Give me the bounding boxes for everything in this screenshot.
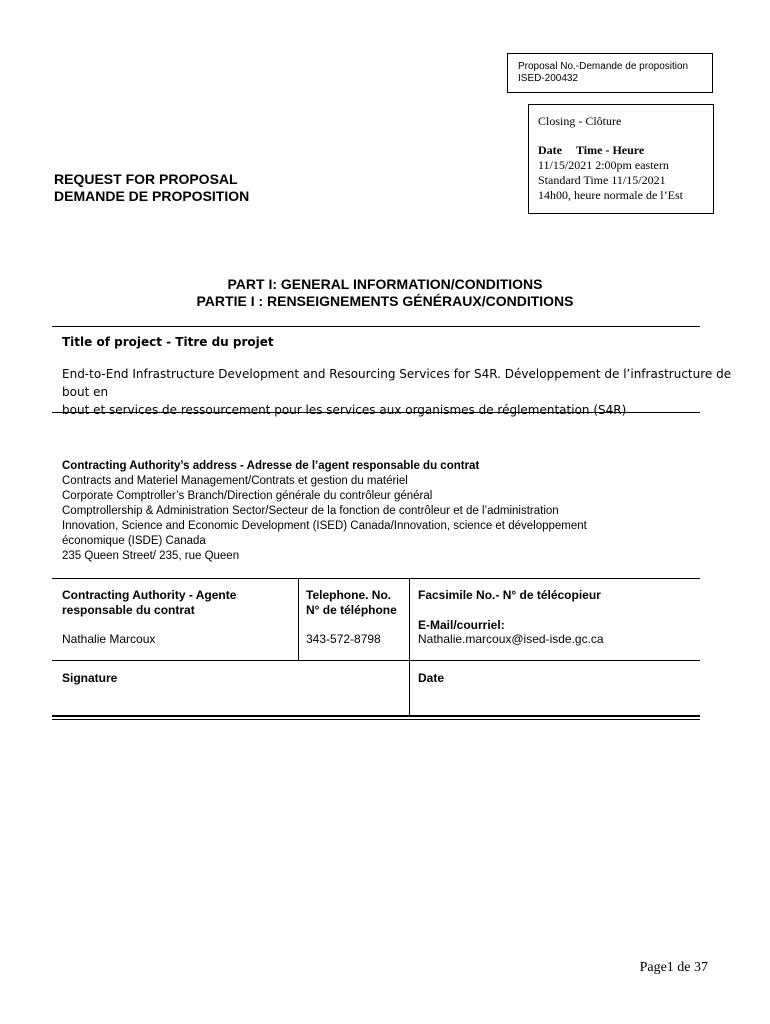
closing-time-header: Time - Heure <box>576 143 645 157</box>
closing-line-3: 14h00, heure normale de l’Est <box>538 188 683 202</box>
contracting-authority-label-line: Contracting Authority - Agente <box>62 588 237 602</box>
date-label: Date <box>418 671 445 685</box>
contracting-authority-name: Nathalie Marcoux <box>62 632 156 646</box>
proposal-number-value: ISED-200432 <box>518 73 579 84</box>
proposal-number-label: Proposal No.-Demande de proposition <box>518 61 689 72</box>
table-row-divider <box>52 660 700 661</box>
facsimile-label: Facsimile No.- N° de télécopieur <box>418 588 601 602</box>
address-line: Comptrollership & Administration Sector/Secteur de la fonction de contrôleur et de l’administration <box>62 505 559 517</box>
part-heading <box>0 276 770 310</box>
address-line: 235 Queen Street/ 235, rue Queen <box>62 550 240 562</box>
table-bottom-border <box>52 715 700 717</box>
contracting-authority-label-line: responsable du contrat <box>62 603 195 617</box>
divider <box>52 412 700 413</box>
address-line: Innovation, Science and Economic Development (ISED) Canada/Innovation, science et développement <box>62 520 587 532</box>
telephone-label-line: Telephone. No. <box>306 588 392 602</box>
closing-line-1: 11/15/2021 2:00pm eastern <box>538 158 669 172</box>
closing-line-2: Standard Time 11/15/2021 <box>538 173 666 187</box>
table-column-divider <box>298 578 299 660</box>
contracting-authority-label <box>62 588 236 618</box>
rfp-title-fr: DEMANDE DE PROPOSITION <box>54 188 250 204</box>
table-column-divider <box>409 578 410 716</box>
project-title-text <box>62 365 742 419</box>
part-heading-fr: PARTIE I : RENSEIGNEMENTS GÉNÉRAUX/CONDITIONS <box>196 293 574 309</box>
contracting-address-block <box>62 459 702 564</box>
page-number: Page1 de 37 <box>639 960 708 975</box>
closing-box <box>528 104 714 214</box>
rfp-title <box>54 171 249 205</box>
rfp-title-en: REQUEST FOR PROPOSAL <box>54 171 238 187</box>
closing-date-header: Date <box>538 143 562 157</box>
email-label: E-Mail/courriel: <box>418 618 505 632</box>
address-line: Contracts and Materiel Management/Contrats et gestion du matériel <box>62 475 408 487</box>
table-bottom-border <box>52 719 700 720</box>
address-line: Corporate Comptroller’s Branch/Direction générale du contrôleur général <box>62 490 433 502</box>
project-title-line-1: End-to-End Infrastructure Development and Resourcing Services for S4R. Développement de l’infrastructure de bout en <box>62 367 732 399</box>
address-line: économique (ISDE) Canada <box>62 535 206 547</box>
signature-label: Signature <box>62 671 118 685</box>
project-title-label: Title of project - Titre du projet <box>62 335 274 349</box>
email-value: Nathalie.marcoux@ised-isde.gc.ca <box>418 632 604 646</box>
telephone-label-line: N° de téléphone <box>306 603 397 617</box>
telephone-label <box>306 588 397 618</box>
telephone-value: 343-572-8798 <box>306 632 381 646</box>
closing-label: Closing - Clôture <box>538 114 622 128</box>
part-heading-en: PART I: GENERAL INFORMATION/CONDITIONS <box>227 276 543 292</box>
table-top-border <box>52 578 700 579</box>
contracting-address-heading: Contracting Authority’s address - Adresse de l’agent responsable du contrat <box>62 460 480 472</box>
closing-header <box>538 143 704 158</box>
project-title-line-2: bout et services de ressourcement pour les services aux organismes de réglementation (S4R) <box>62 403 627 417</box>
divider <box>52 326 700 327</box>
proposal-number-box <box>507 53 713 93</box>
